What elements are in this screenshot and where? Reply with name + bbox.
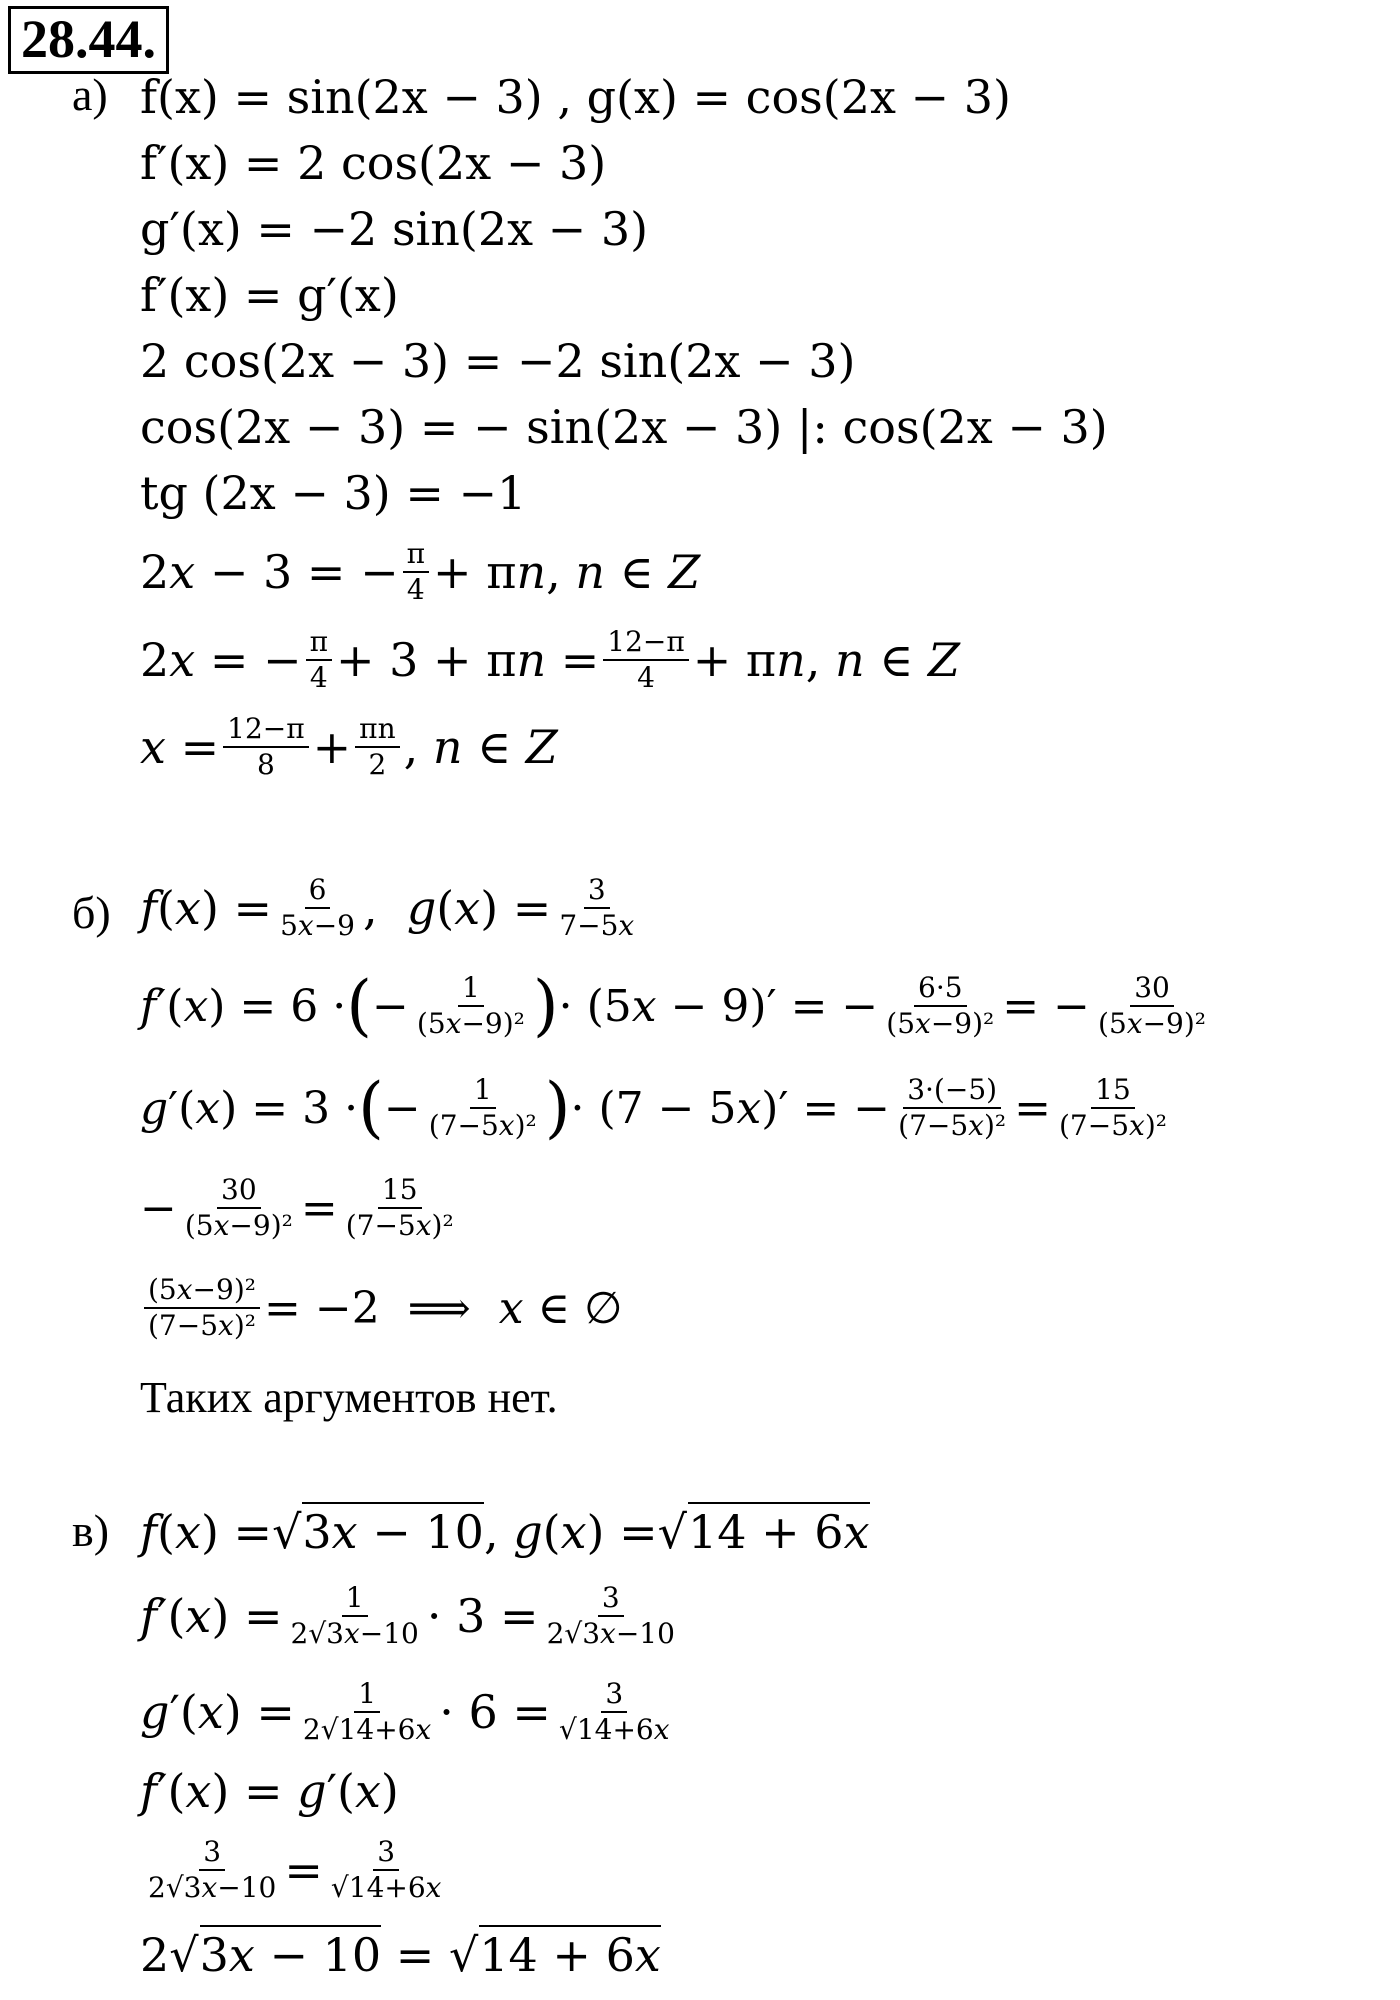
part-v-line-1: f(x) = √3x − 10 , g(x) = √14 + 6x — [140, 1494, 870, 1570]
part-b-line-3: g′(x) = 3 · ( − $\frac{1}{\text{(7−5x)²}}$ ) · (7 − 5x)′ = − $\frac{3\cdot(-5)}{\text{(7−5x)²}}$ = $\frac{15}{\text{(7−5x)²}}$ — [140, 1069, 1167, 1146]
part-a-line-10: x = $\frac{12-\pi}{8}$ + $\frac{\pi n}{2}$ , n ∈ Z — [140, 712, 558, 781]
problem-number: 28.44. — [8, 6, 169, 74]
fraction-pi-n-2: $\frac{\pi n}{2}$ — [355, 712, 399, 782]
part-b-line-5: $\frac{\text{(5x−9)²}}{\text{(7−5x)²}}$ = −2 ⟹ x ∈ ∅ — [140, 1258, 622, 1358]
part-a-line-7: tg (2x − 3) = −1 — [140, 466, 527, 520]
part-v-line-3: g′(x) = $\frac{1}{2√14+6x}$ · 6 = $\frac{3}{√14+6x}$ — [140, 1677, 670, 1746]
part-a-line-9: 2x = − $\frac{\pi}{4}$ + 3 + πn = $\frac{12-\pi}{4}$ + πn, n ∈ Z — [140, 625, 960, 694]
part-a-line-6: cos(2x − 3) = − sin(2x − 3) |: cos(2x − 3) — [140, 400, 1108, 454]
fraction-12-minus-pi-4: $\frac{12-\pi}{4}$ — [603, 625, 689, 695]
part-a-label: а) — [72, 69, 108, 120]
part-v-line-4: f′(x) = g′(x) — [140, 1764, 399, 1818]
part-a-line-5: 2 cos(2x − 3) = −2 sin(2x − 3) — [140, 334, 856, 388]
part-v-line-5: $\frac{3}{2√3x-10}$ = $\frac{3}{√14+6x}$ — [148, 1835, 442, 1904]
part-v-line-2: f′(x) = $\frac{1}{2√3x-10}$ · 3 = $\frac{3}{2√3x-10}$ — [140, 1581, 675, 1650]
part-a-line-3: g′(x) = −2 sin(2x − 3) — [140, 202, 649, 256]
fraction-pi-4: $\frac{\pi}{4}$ — [403, 537, 429, 607]
part-a-line-8: 2x − 3 = − $\frac{\pi}{4}$ + πn, n ∈ Z — [140, 537, 701, 606]
part-b-label: б) — [72, 887, 111, 938]
fraction-12-minus-pi-8: $\frac{12-\pi}{8}$ — [223, 712, 309, 782]
part-b-conclusion: Таких аргументов нет. — [140, 1372, 558, 1422]
part-b-line-2: f′(x) = 6 · ( − $\frac{1}{\text{(5x−9)²}}$ ) · (5x − 9)′ = − $\frac{6\cdot 5}{\text{(5x−9)²}}$ = − $\frac{30}{\text{(5x−9)²}}$ — [140, 967, 1206, 1044]
part-a-line-4: f′(x) = g′(x) — [140, 268, 399, 322]
fraction-pi-4: $\frac{\pi}{4}$ — [306, 625, 332, 695]
part-b-line-1: f(x) = $\frac{6}{5x-9}$ , g(x) = $\frac{3}{7-5x}$ — [140, 873, 635, 942]
part-a-line-2: f′(x) = 2 cos(2x − 3) — [140, 136, 607, 190]
part-v-label: в) — [72, 1505, 110, 1556]
part-v-line-6: 2 √3x − 10 = √14 + 6x — [140, 1918, 661, 1992]
part-b-line-4: − $\frac{30}{\text{(5x−9)²}}$ = $\frac{15}{\text{(7−5x)²}}$ — [140, 1173, 454, 1242]
part-a-line-1: f(x) = sin(2x − 3) , g(x) = cos(2x − 3) — [140, 70, 1011, 124]
